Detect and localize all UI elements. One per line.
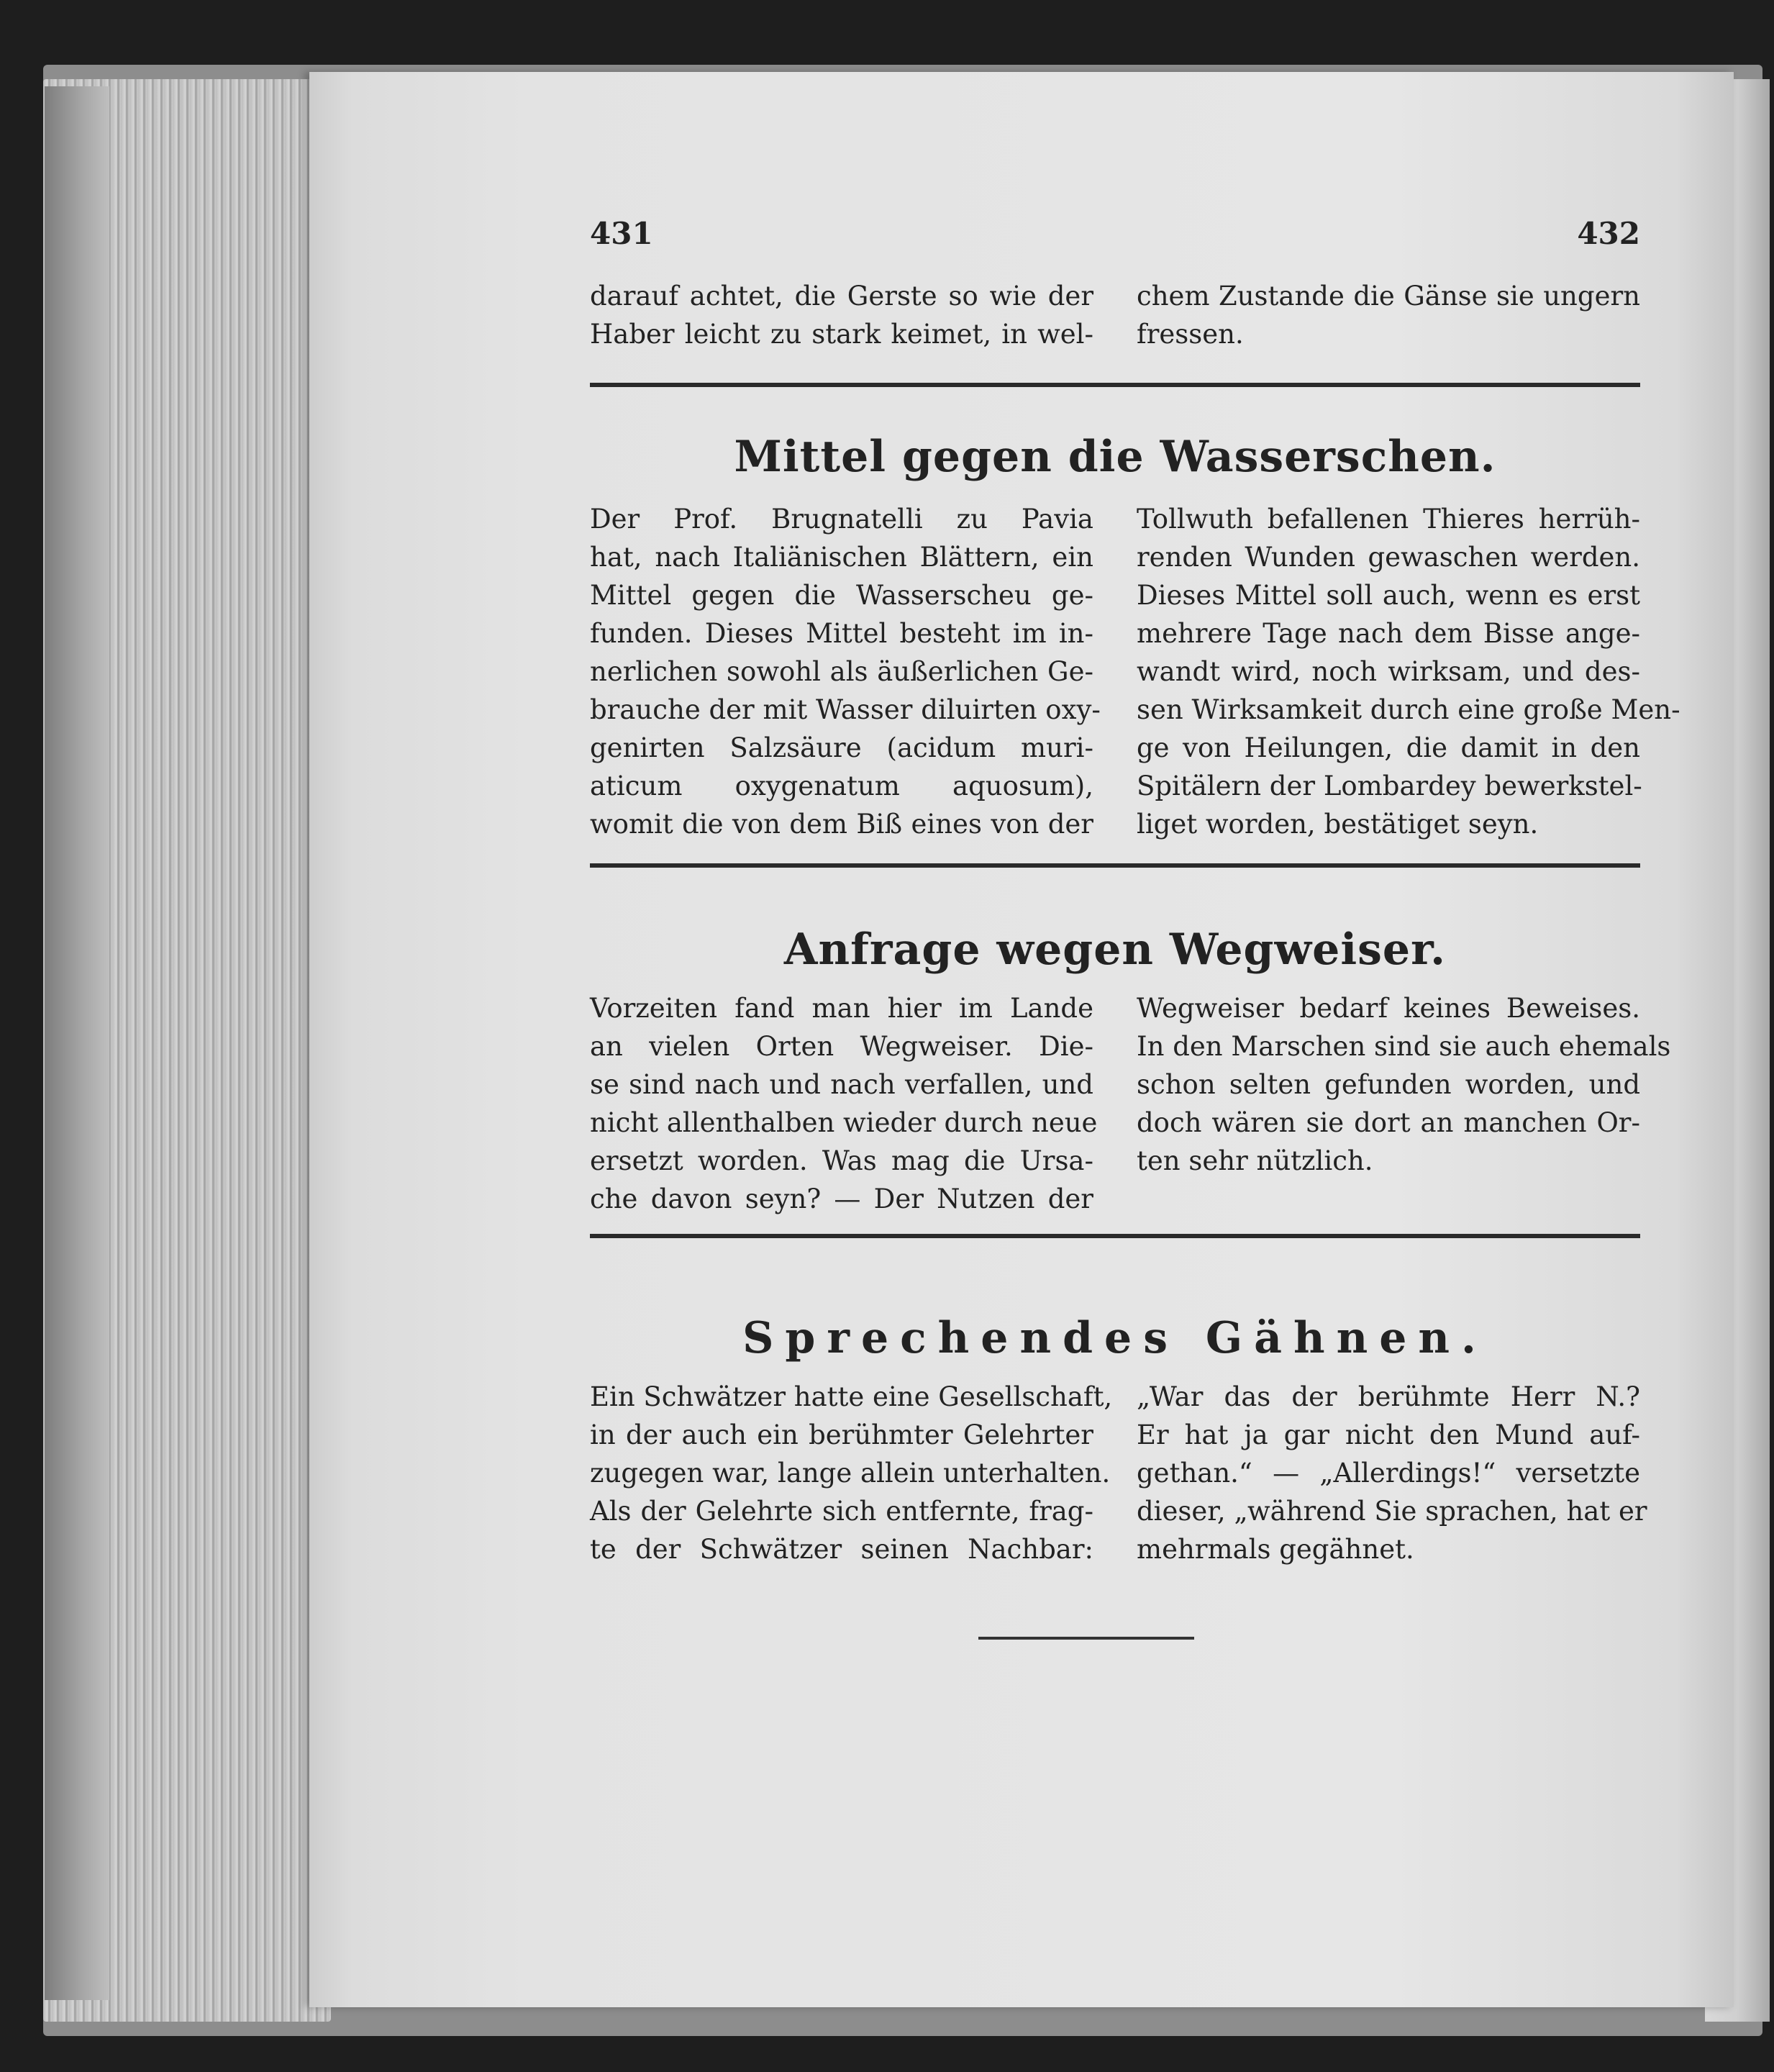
text-line: renden Wunden gewaschen werden. bbox=[1137, 542, 1640, 573]
text-line: chem Zustande die Gänse sie ungern bbox=[1137, 281, 1640, 312]
text-line: Als der Gelehrte sich entfernte, frag- bbox=[590, 1496, 1093, 1527]
article-title: Anfrage wegen Wegweiser. bbox=[783, 924, 1447, 975]
text-line: genirten Salzsäure (acidum muri- bbox=[590, 732, 1093, 763]
section-rule bbox=[590, 863, 1640, 868]
text-line: Spitälern der Lombardey bewerkstel- bbox=[1137, 771, 1642, 801]
text-line: Ein Schwätzer hatte eine Gesellschaft, bbox=[590, 1381, 1113, 1412]
text-line: nicht allenthalben wieder durch neue bbox=[590, 1107, 1098, 1138]
text-line: Der Prof. Brugnatelli zu Pavia bbox=[590, 504, 1093, 535]
text-line: doch wären sie dort an manchen Or- bbox=[1137, 1107, 1640, 1138]
text-line: an vielen Orten Wegweiser. Die- bbox=[590, 1031, 1093, 1062]
text-line: in der auch ein berühmter Gelehrter bbox=[590, 1419, 1093, 1450]
book-spine-edge bbox=[45, 86, 109, 2000]
text-line: schon selten gefunden worden, und bbox=[1137, 1069, 1640, 1100]
text-line: wandt wird, noch wirksam, und des- bbox=[1137, 656, 1640, 687]
section-rule bbox=[590, 1234, 1640, 1238]
text-line: nerlichen sowohl als äußerlichen Ge- bbox=[590, 656, 1093, 687]
continuation-right-column bbox=[1137, 277, 1640, 353]
article-left-column bbox=[590, 500, 1101, 843]
text-line: Er hat ja gar nicht den Mund auf- bbox=[1137, 1419, 1640, 1450]
article-body bbox=[590, 989, 1671, 1218]
page-number-left: 431 bbox=[590, 216, 653, 251]
text-line: ge von Heilungen, die damit in den bbox=[1137, 732, 1640, 763]
text-line: womit die von dem Biß eines von der bbox=[590, 809, 1093, 840]
text-line: „War das der berühmte Herr N.? bbox=[1137, 1381, 1640, 1412]
text-line: te der Schwätzer seinen Nachbar: bbox=[590, 1534, 1093, 1565]
text-line: Wegweiser bedarf keines Beweises. bbox=[1137, 993, 1640, 1024]
page-content bbox=[576, 216, 1680, 1871]
text-line: zugegen war, lange allein unterhalten. bbox=[590, 1458, 1111, 1489]
text-line: ersetzt worden. Was mag die Ursa- bbox=[590, 1145, 1093, 1176]
text-line: aticum oxygenatum aquosum), bbox=[590, 771, 1093, 801]
article-right-column bbox=[1137, 500, 1680, 843]
text-line: Dieses Mittel soll auch, wenn es erst bbox=[1137, 580, 1640, 611]
article-left-column bbox=[590, 989, 1098, 1218]
text-line: mehrmals gegähnet. bbox=[1137, 1534, 1414, 1565]
continuation-left-column bbox=[590, 277, 1093, 353]
article-right-column bbox=[1137, 1378, 1647, 1568]
text-line: liget worden, bestätiget seyn. bbox=[1137, 809, 1539, 840]
text-line: Tollwuth befallenen Thieres herrüh- bbox=[1137, 504, 1640, 535]
article-title: Sprechendes Gähnen. bbox=[742, 1313, 1488, 1363]
text-line: Haber leicht zu stark keimet, in wel- bbox=[590, 319, 1093, 350]
text-line: darauf achtet, die Gerste so wie der bbox=[590, 281, 1093, 312]
text-line: ten sehr nützlich. bbox=[1137, 1145, 1373, 1176]
article-body bbox=[590, 1378, 1647, 1568]
text-line: mehrere Tage nach dem Bisse ange- bbox=[1137, 618, 1640, 649]
article-title: Mittel gegen die Wasserschen. bbox=[734, 432, 1496, 482]
text-line: In den Marschen sind sie auch ehemals bbox=[1137, 1031, 1671, 1062]
text-line: Vorzeiten fand man hier im Lande bbox=[590, 993, 1093, 1024]
continuation-text bbox=[590, 277, 1640, 353]
text-line: funden. Dieses Mittel besteht im in- bbox=[590, 618, 1093, 649]
text-line: Mittel gegen die Wasserscheu ge- bbox=[590, 580, 1093, 611]
text-line: brauche der mit Wasser diluirten oxy- bbox=[590, 694, 1101, 725]
text-line: sen Wirksamkeit durch eine große Men- bbox=[1137, 694, 1680, 725]
text-line: fressen. bbox=[1137, 319, 1244, 350]
text-line: hat, nach Italiänischen Blättern, ein bbox=[590, 542, 1093, 573]
section-rule bbox=[590, 383, 1640, 387]
text-line: gethan.“ — „Allerdings!“ versetzte bbox=[1137, 1458, 1640, 1489]
end-rule bbox=[978, 1637, 1194, 1640]
text-line: se sind nach und nach verfallen, und bbox=[590, 1069, 1093, 1100]
article-right-column bbox=[1137, 989, 1671, 1218]
article-body bbox=[590, 500, 1680, 843]
text-line: dieser, „während Sie sprachen, hat er bbox=[1137, 1496, 1647, 1527]
text-line: che davon seyn? — Der Nutzen der bbox=[590, 1183, 1093, 1214]
page-number-right: 432 bbox=[1577, 216, 1640, 251]
article-left-column bbox=[590, 1378, 1113, 1568]
